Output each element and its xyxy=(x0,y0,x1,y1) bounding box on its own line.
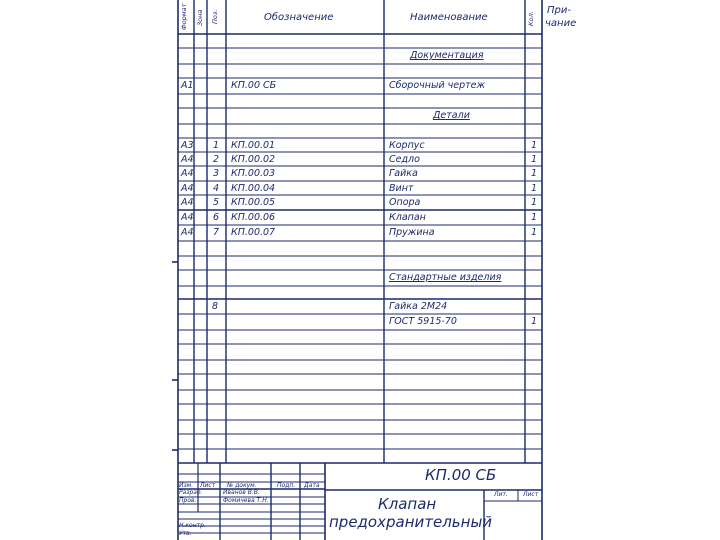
detail-name: Опора xyxy=(389,197,421,208)
detail-pos: 5 xyxy=(213,197,220,208)
tb-lit: Лит. xyxy=(494,491,508,498)
header-format: Формат xyxy=(180,3,188,30)
detail-format: А4 xyxy=(181,212,194,223)
header-zone: Зона xyxy=(196,9,204,26)
detail-qty: 1 xyxy=(531,140,538,151)
detail-pos: 4 xyxy=(213,183,220,194)
detail-qty: 1 xyxy=(531,183,538,194)
detail-qty: 1 xyxy=(531,154,538,165)
tb-row-control: Н.контр. xyxy=(179,522,206,529)
tb-col-change: Изм. xyxy=(179,482,194,489)
standard-name-1: Гайка 2М24 xyxy=(389,301,448,312)
detail-pos: 1 xyxy=(213,140,220,151)
header-pos: Поз. xyxy=(211,9,219,24)
section-details: Детали xyxy=(433,110,470,121)
header-qty: Кол. xyxy=(527,11,535,26)
detail-format: А4 xyxy=(181,197,194,208)
tb-row-approve: Утв. xyxy=(179,530,192,537)
detail-name: Клапан xyxy=(389,212,426,223)
detail-designation: КП.00.07 xyxy=(231,227,276,238)
tb-sheet: Лист xyxy=(523,491,539,498)
detail-name: Винт xyxy=(389,183,414,194)
tb-col-sign: Подп. xyxy=(277,482,296,489)
tb-check-name: Фомичева Т.Н. xyxy=(223,497,269,504)
detail-format: А3 xyxy=(181,140,194,151)
detail-format: А4 xyxy=(181,183,194,194)
detail-name: Седло xyxy=(389,154,420,165)
detail-qty: 1 xyxy=(531,168,538,179)
detail-designation: КП.00.03 xyxy=(231,168,276,179)
doc-row-name: Сборочный чертеж xyxy=(389,80,486,91)
standard-name-2: ГОСТ 5915-70 xyxy=(389,316,457,327)
header-name: Наименование xyxy=(410,12,488,23)
standard-pos: 8 xyxy=(212,301,219,312)
detail-format: А4 xyxy=(181,168,194,179)
tb-col-date: Дата xyxy=(304,482,320,489)
detail-designation: КП.00.06 xyxy=(231,212,276,223)
detail-pos: 6 xyxy=(213,212,220,223)
detail-qty: 1 xyxy=(531,197,538,208)
section-standard: Стандартные изделия xyxy=(389,272,502,283)
tb-code: КП.00 СБ xyxy=(425,466,497,484)
detail-designation: КП.00.05 xyxy=(231,197,276,208)
detail-designation: КП.00.01 xyxy=(231,140,276,151)
detail-format: А4 xyxy=(181,227,194,238)
detail-name: Пружина xyxy=(389,227,435,238)
doc-row-designation: КП.00 СБ xyxy=(231,80,277,91)
detail-qty: 1 xyxy=(531,212,538,223)
header-note-1: При- xyxy=(547,5,571,16)
detail-pos: 7 xyxy=(213,227,220,238)
tb-col-doc: № докум. xyxy=(227,482,257,489)
detail-designation: КП.00.02 xyxy=(231,154,276,165)
header-designation: Обозначение xyxy=(264,12,334,23)
tb-row-check: Пров. xyxy=(179,497,197,504)
header-note-2: чание xyxy=(545,18,577,29)
tb-title-1: Клапан xyxy=(378,495,437,513)
tb-row-dev: Разраб. xyxy=(179,489,203,496)
detail-qty: 1 xyxy=(531,227,538,238)
standard-qty: 1 xyxy=(531,316,538,327)
tb-dev-name: Иванов В.В. xyxy=(223,489,260,496)
tb-title-2: предохранительный xyxy=(329,513,493,531)
detail-format: А4 xyxy=(181,154,194,165)
doc-row-format: А1 xyxy=(181,80,194,91)
detail-pos: 2 xyxy=(213,154,220,165)
detail-name: Гайка xyxy=(389,168,418,179)
detail-name: Корпус xyxy=(389,140,425,151)
detail-designation: КП.00.04 xyxy=(231,183,276,194)
detail-pos: 3 xyxy=(213,168,220,179)
section-documentation: Документация xyxy=(410,50,484,61)
tb-col-sheet: Лист xyxy=(200,482,216,489)
